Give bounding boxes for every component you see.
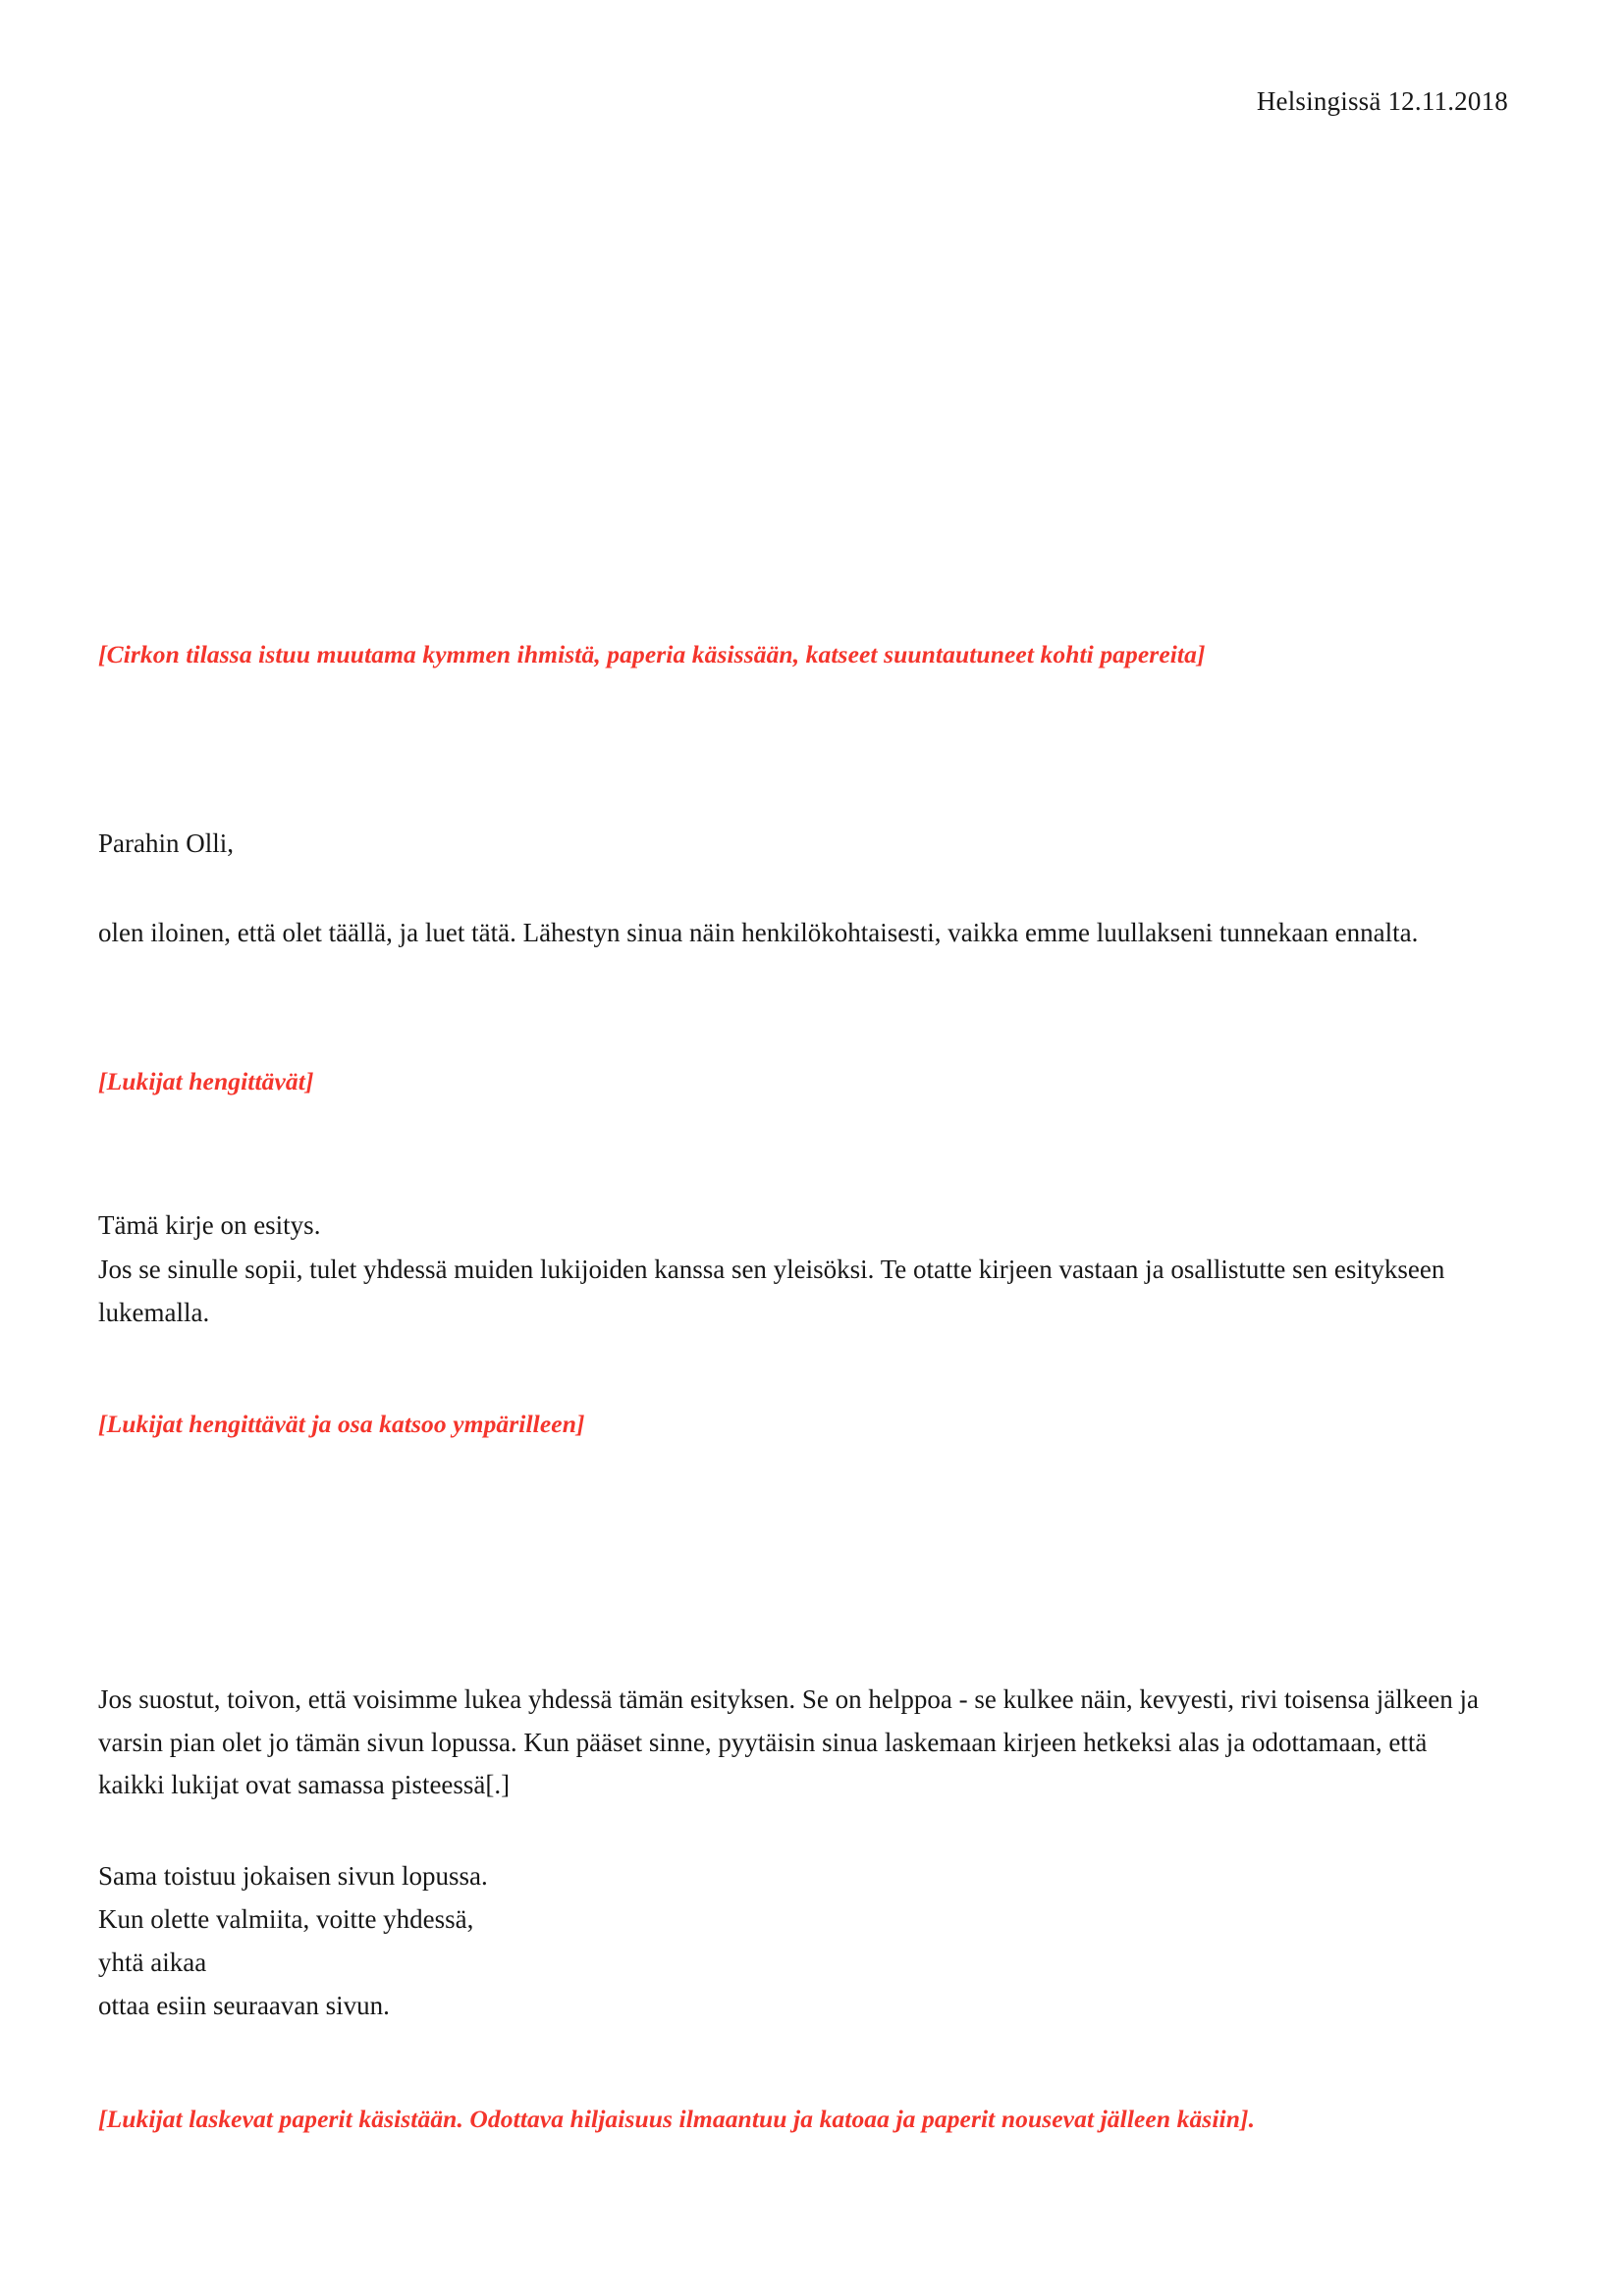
line-repeat-each-page: Sama toistuu jokaisen sivun lopussa. [98, 1861, 488, 1891]
line-at-once: yhtä aikaa [98, 1948, 207, 1977]
line-when-ready: Kun olette valmiita, voitte yhdessä, [98, 1904, 474, 1934]
date-line: Helsingissä 12.11.2018 [1256, 86, 1508, 116]
stage-direction-closing: [Lukijat laskevat paperit käsistään. Odottava hiljaisuus ilmaantuu ja katoaa ja paperit nousevat jälleen käsiin]. [98, 2105, 1256, 2133]
line-performance-statement: Tämä kirje on esitys. [98, 1210, 321, 1240]
stage-direction-breathe-look: [Lukijat hengittävät ja osa katsoo ympärilleen] [98, 1410, 585, 1438]
stage-direction-breathe: [Lukijat hengittävät] [98, 1067, 314, 1095]
line-next-page: ottaa esiin seuraavan sivun. [98, 1991, 390, 2020]
salutation: Parahin Olli, [98, 828, 234, 858]
paragraph-intro: olen iloinen, että olet täällä, ja luet tätä. Lähestyn sinua näin henkilökohtaisesti, vaikka emme luullakseni tunnekaan ennalta. [98, 918, 1419, 947]
paragraph-instructions: Jos suostut, toivon, että voisimme lukea yhdessä tämän esityksen. Se on helppoa - se kulkee näin, kevyesti, rivi toisensa jälkeen ja varsin pian olet jo tämän sivun lopussa. Kun pääset sinne, pyytäisin sinua laskemaan kirjeen hetkeksi alas ja odottamaan, että kaikki lukijat ovat samassa pisteessä[.] [98, 1684, 1479, 1800]
paragraph-audience: Jos se sinulle sopii, tulet yhdessä muiden lukijoiden kanssa sen yleisöksi. Te otatte kirjeen vastaan ja osallistutte sen esitykseen lukemalla. [98, 1255, 1445, 1327]
stage-direction-opening: [Cirkon tilassa istuu muutama kymmen ihmistä, paperia käsissään, katseet suuntautuneet kohti papereita] [98, 640, 1206, 668]
